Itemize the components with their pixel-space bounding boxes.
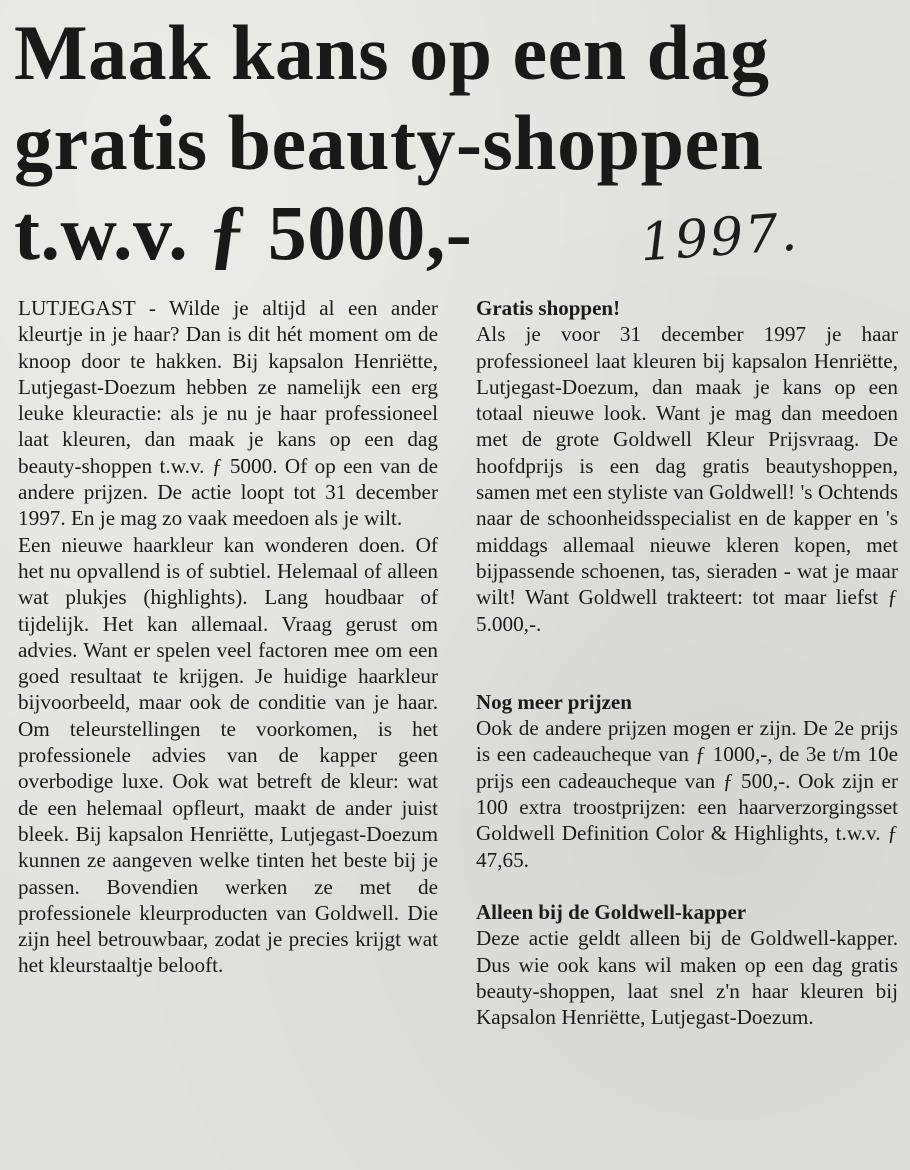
advice-paragraph: Een nieuwe haarkleur kan wonderen doen. Of het nu opvallend is of subtiel. Helemaal of alleen wat plukjes (highlights). Lang houdbaar of tijdelijk. Het kan allemaal. Vraag gerust om advies. Want er spelen veel factoren mee om een goed resultaat te krijgen. Je huidige haarkleur bijvoorbeeld, maar ook de conditie van je haar. Om teleurstellingen te voorkomen, is het professionele advies van de kapper geen overbodige luxe. Ook wat betreft de kleur: wat de een helemaal opfleurt, maakt de ander juist bleek. Bij kapsalon Henriëtte, Lutjegast-Doezum kunnen ze aangeven welke tinten het beste bij je passen. Bovendien werken ze met de professionele kleurproducten van Goldwell. Die zijn heel betrouwbaar, zodat je precies krijgt wat het kleurstaaltje belooft. — [18, 532, 438, 978]
right-column — [476, 295, 898, 1030]
section-heading-meer-prijzen: Nog meer prijzen — [476, 689, 632, 714]
section-body-meer-prijzen: Ook de andere prijzen mogen er zijn. De 2e prijs is een cadeaucheque van ƒ 1000,-, de 3e t/m 10e prijs een cadeaucheque van ƒ 500,-. Ook zijn er 100 extra troostprijzen: een haarverzorgingsset Goldwell Definition Color & Highlights, t.w.v. ƒ 47,65. — [476, 716, 898, 872]
section-body-goldwell-kapper: Deze actie geldt alleen bij de Goldwell-kapper. Dus wie ook kans wil maken op een dag gratis beauty-shoppen, laat snel z'n haar kleuren bij Kapsalon Henriëtte, Lutjegast-Doezum. — [476, 926, 898, 1030]
section-heading-gratis-shoppen: Gratis shoppen! — [476, 296, 621, 320]
left-column — [18, 295, 438, 979]
section-spacer — [476, 637, 898, 689]
headline-line-1: Maak kans op een dag — [14, 9, 770, 96]
headline-line-3: t.w.v. ƒ 5000,- — [14, 189, 473, 276]
section-heading-goldwell-kapper: Alleen bij de Goldwell-kapper — [476, 899, 747, 924]
section-body-gratis-shoppen: Als je voor 31 december 1997 je haar professioneel laat kleuren bij kapsalon Henriëtte, Lutjegast-Doezum, dan maak je kans op een totaal nieuwe look. Want je mag dan meedoen met de grote Goldwell Kleur Prijsvraag. De hoofdprijs is een dag gratis beautyshoppen, samen met een styliste van Goldwell! 's Ochtends naar de schoonheidsspecialist en de kapper en 's middags allemaal nieuwe kleren kopen, met bijpassende schoenen, tas, sieraden - wat je maar wilt! Want Goldwell trakteert: tot maar liefst ƒ 5.000,-. — [476, 322, 898, 636]
section-spacer — [476, 873, 898, 899]
intro-paragraph: LUTJEGAST - Wilde je altijd al een ander kleurtje in je haar? Dan is dit hét moment om de knoop door te hakken. Bij kapsalon Henriëtte, Lutjegast-Doezum hebben ze namelijk een erg leuke kleuractie: als je nu je haar professioneel laat kleuren, dan maak je kans op een dag beauty-shoppen t.w.v. ƒ 5000. Of op een van de andere prijzen. De actie loopt tot 31 december 1997. En je mag zo vaak meedoen als je wilt. — [18, 296, 438, 531]
handwritten-year-note: 1997. — [638, 202, 801, 274]
headline-line-2: gratis beauty-shoppen — [14, 99, 764, 186]
